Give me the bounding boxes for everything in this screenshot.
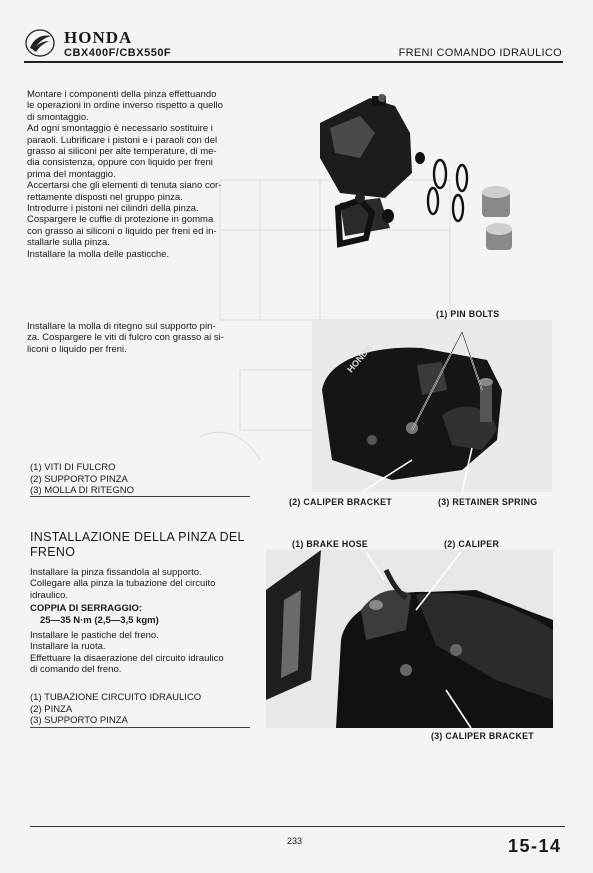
caption-list-2: (1) TUBAZIONE CIRCUITO IDRAULICO (2) PINZA (3) SUPPORTO PINZA (30, 692, 202, 726)
install-caliper-text: Installare la pinza fissandola al supporto. Collegare alla pinza la tubazione del circuito idraulico. (30, 567, 216, 601)
label-caliper-bracket-2: (3) CALIPER BRACKET (431, 731, 534, 741)
honda-caliper-text: HONDA (345, 342, 375, 375)
model-name: CBX400F/CBX550F (64, 47, 172, 59)
exploded-caliper-figure (300, 88, 525, 268)
install-steps-text: Installare le pastiche del freno. Installare la ruota. Effettuare la disaerazione del circuito idraulico di comando del freno. (30, 630, 224, 676)
footer-rule (30, 826, 565, 827)
section-title: FRENI COMANDO IDRAULICO (398, 47, 562, 59)
section-page-number: 15-14 (508, 836, 562, 856)
label-pin-bolts: (1) PIN BOLTS (436, 309, 500, 319)
caption-list-1: (1) VITI DI FULCRO (2) SUPPORTO PINZA (3) MOLLA DI RITEGNO (30, 462, 134, 496)
label-brake-hose: (1) BRAKE HOSE (292, 539, 369, 549)
label-caliper-bracket: (2) CALIPER BRACKET (289, 497, 392, 507)
brand-name: HONDA (64, 28, 133, 47)
page-number: 233 (287, 836, 303, 846)
honda-wing-logo (24, 28, 56, 58)
retainer-spring-text: Installare la molla di ritegno sul supporto pin- za. Cospargere le viti di fulcro con grasso ai si- liconi o liquido per freni. (27, 321, 224, 355)
caption-rule-1 (30, 496, 250, 497)
label-retainer-spring: (3) RETAINER SPRING (438, 497, 538, 507)
caliper-bracket-photo (312, 320, 552, 492)
header-rule (24, 61, 563, 63)
caption-rule-2 (30, 727, 250, 728)
label-caliper: (2) CALIPER (444, 539, 500, 549)
torque-label: COPPIA DI SERRAGGIO: (30, 603, 143, 614)
section-heading: INSTALLAZIONE DELLA PINZA DEL FRENO (30, 530, 245, 559)
caliper-installation-photo (266, 550, 553, 728)
torque-value: 25—35 N·m (2,5—3,5 kgm) (40, 615, 159, 626)
caliper-assembly-text: Montare i componenti della pinza effettuando le operazioni in ordine inverso rispetto a quello di smontaggio. Ad ogni smontaggio è necessario sostituire i paraoli. Lubrificare i pistoni e i paraoli con del grasso ai siliconi per alte temperature, di me- dia consistenza, oppure con liquido per freni prima del montaggio. Accertarsi che gli elementi di tenuta siano cor- rettamente disposti nel gruppo pinza. Introdurre i pistoni nei cilindri della pinza. Cospargere le cuffie di protezione in gomma con grasso ai siliconi o liquido per freni ed in- stallarle sulla pinza. Installare la molla delle pasticche. (27, 89, 223, 260)
